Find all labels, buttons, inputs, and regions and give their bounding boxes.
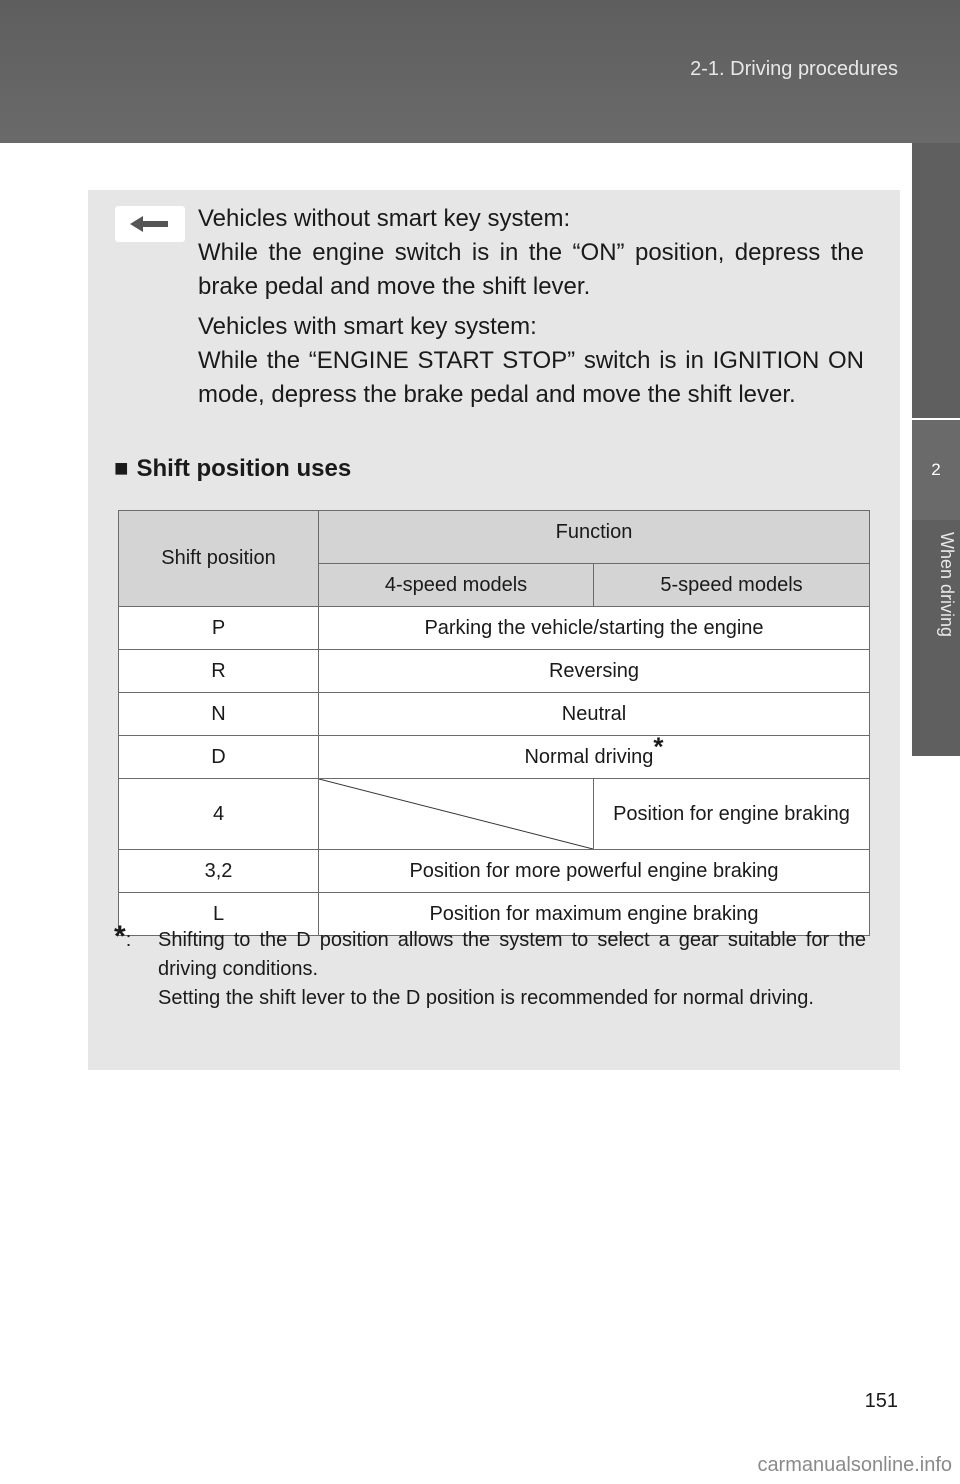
section-title: 2-1. Driving procedures (690, 58, 898, 80)
function-text: Normal driving (524, 745, 654, 768)
function-cell: Parking the vehicle/starting the engine (319, 607, 870, 650)
intro-text-without: While the engine switch is in the “ON” position, depress the brake pedal and move the shift lever. (198, 239, 864, 300)
intro-without-smart-key (198, 202, 864, 304)
function-cell: Neutral (319, 693, 870, 736)
intro-with-smart-key (198, 310, 864, 412)
shift-position-cell: D (119, 736, 319, 779)
function-cell: Position for more powerful engine braking (319, 850, 870, 893)
watermark-link[interactable]: carmanualsonline.info (757, 1454, 952, 1476)
square-bullet-icon: ■ (114, 455, 129, 482)
footnote-marker: * (653, 730, 664, 761)
chapter-tab-number: 2 (912, 420, 960, 520)
left-arrow-icon[interactable] (115, 206, 185, 242)
footnote-line: Shifting to the D position allows the system to select a gear suitable for the driving conditions. (158, 929, 866, 980)
side-tab-upper (912, 143, 960, 418)
footnote-body (158, 926, 866, 1013)
column-header-4speed: 4-speed models (319, 564, 594, 607)
page-number: 151 (864, 1390, 898, 1412)
table-row (119, 650, 870, 693)
table-row (119, 607, 870, 650)
table-row (119, 850, 870, 893)
shift-position-cell: 4 (119, 779, 319, 850)
section-heading-text: Shift position uses (136, 455, 352, 482)
intro-text-with: While the “ENGINE START STOP” switch is in IGNITION ON mode, depress the brake pedal and move the shift lever. (198, 347, 864, 408)
shift-position-table (118, 510, 870, 936)
column-header-5speed: 5-speed models (594, 564, 870, 607)
table-header-row (119, 511, 870, 564)
shift-position-cell: 3,2 (119, 850, 319, 893)
footnote-mark (114, 920, 132, 955)
table-row (119, 693, 870, 736)
function-cell: Reversing (319, 650, 870, 693)
column-header-function: Function (319, 511, 870, 564)
table-row (119, 779, 870, 850)
footnote-line: Setting the shift lever to the D position is recommended for normal driving. (158, 987, 814, 1009)
shift-position-cell: P (119, 607, 319, 650)
function-cell (319, 730, 870, 779)
chapter-tab-label: When driving (937, 532, 957, 638)
diagonal-strike-icon (319, 779, 593, 849)
asterisk-icon: * (114, 920, 126, 953)
footnote (114, 920, 866, 1013)
section-heading (114, 455, 351, 483)
function-cell: Position for maximum engine braking (319, 893, 870, 936)
table-row (119, 736, 870, 779)
function-5speed-cell: Position for engine braking (594, 779, 870, 850)
intro-heading-without: Vehicles without smart key system: (198, 205, 571, 232)
shift-position-cell: N (119, 693, 319, 736)
not-applicable-cell (319, 779, 594, 850)
page-header (0, 0, 960, 143)
column-header-shift-position: Shift position (119, 511, 319, 607)
footnote-separator: : (125, 929, 132, 951)
shift-position-cell: L (119, 893, 319, 936)
shift-position-cell: R (119, 650, 319, 693)
intro-heading-with: Vehicles with smart key system: (198, 313, 537, 340)
